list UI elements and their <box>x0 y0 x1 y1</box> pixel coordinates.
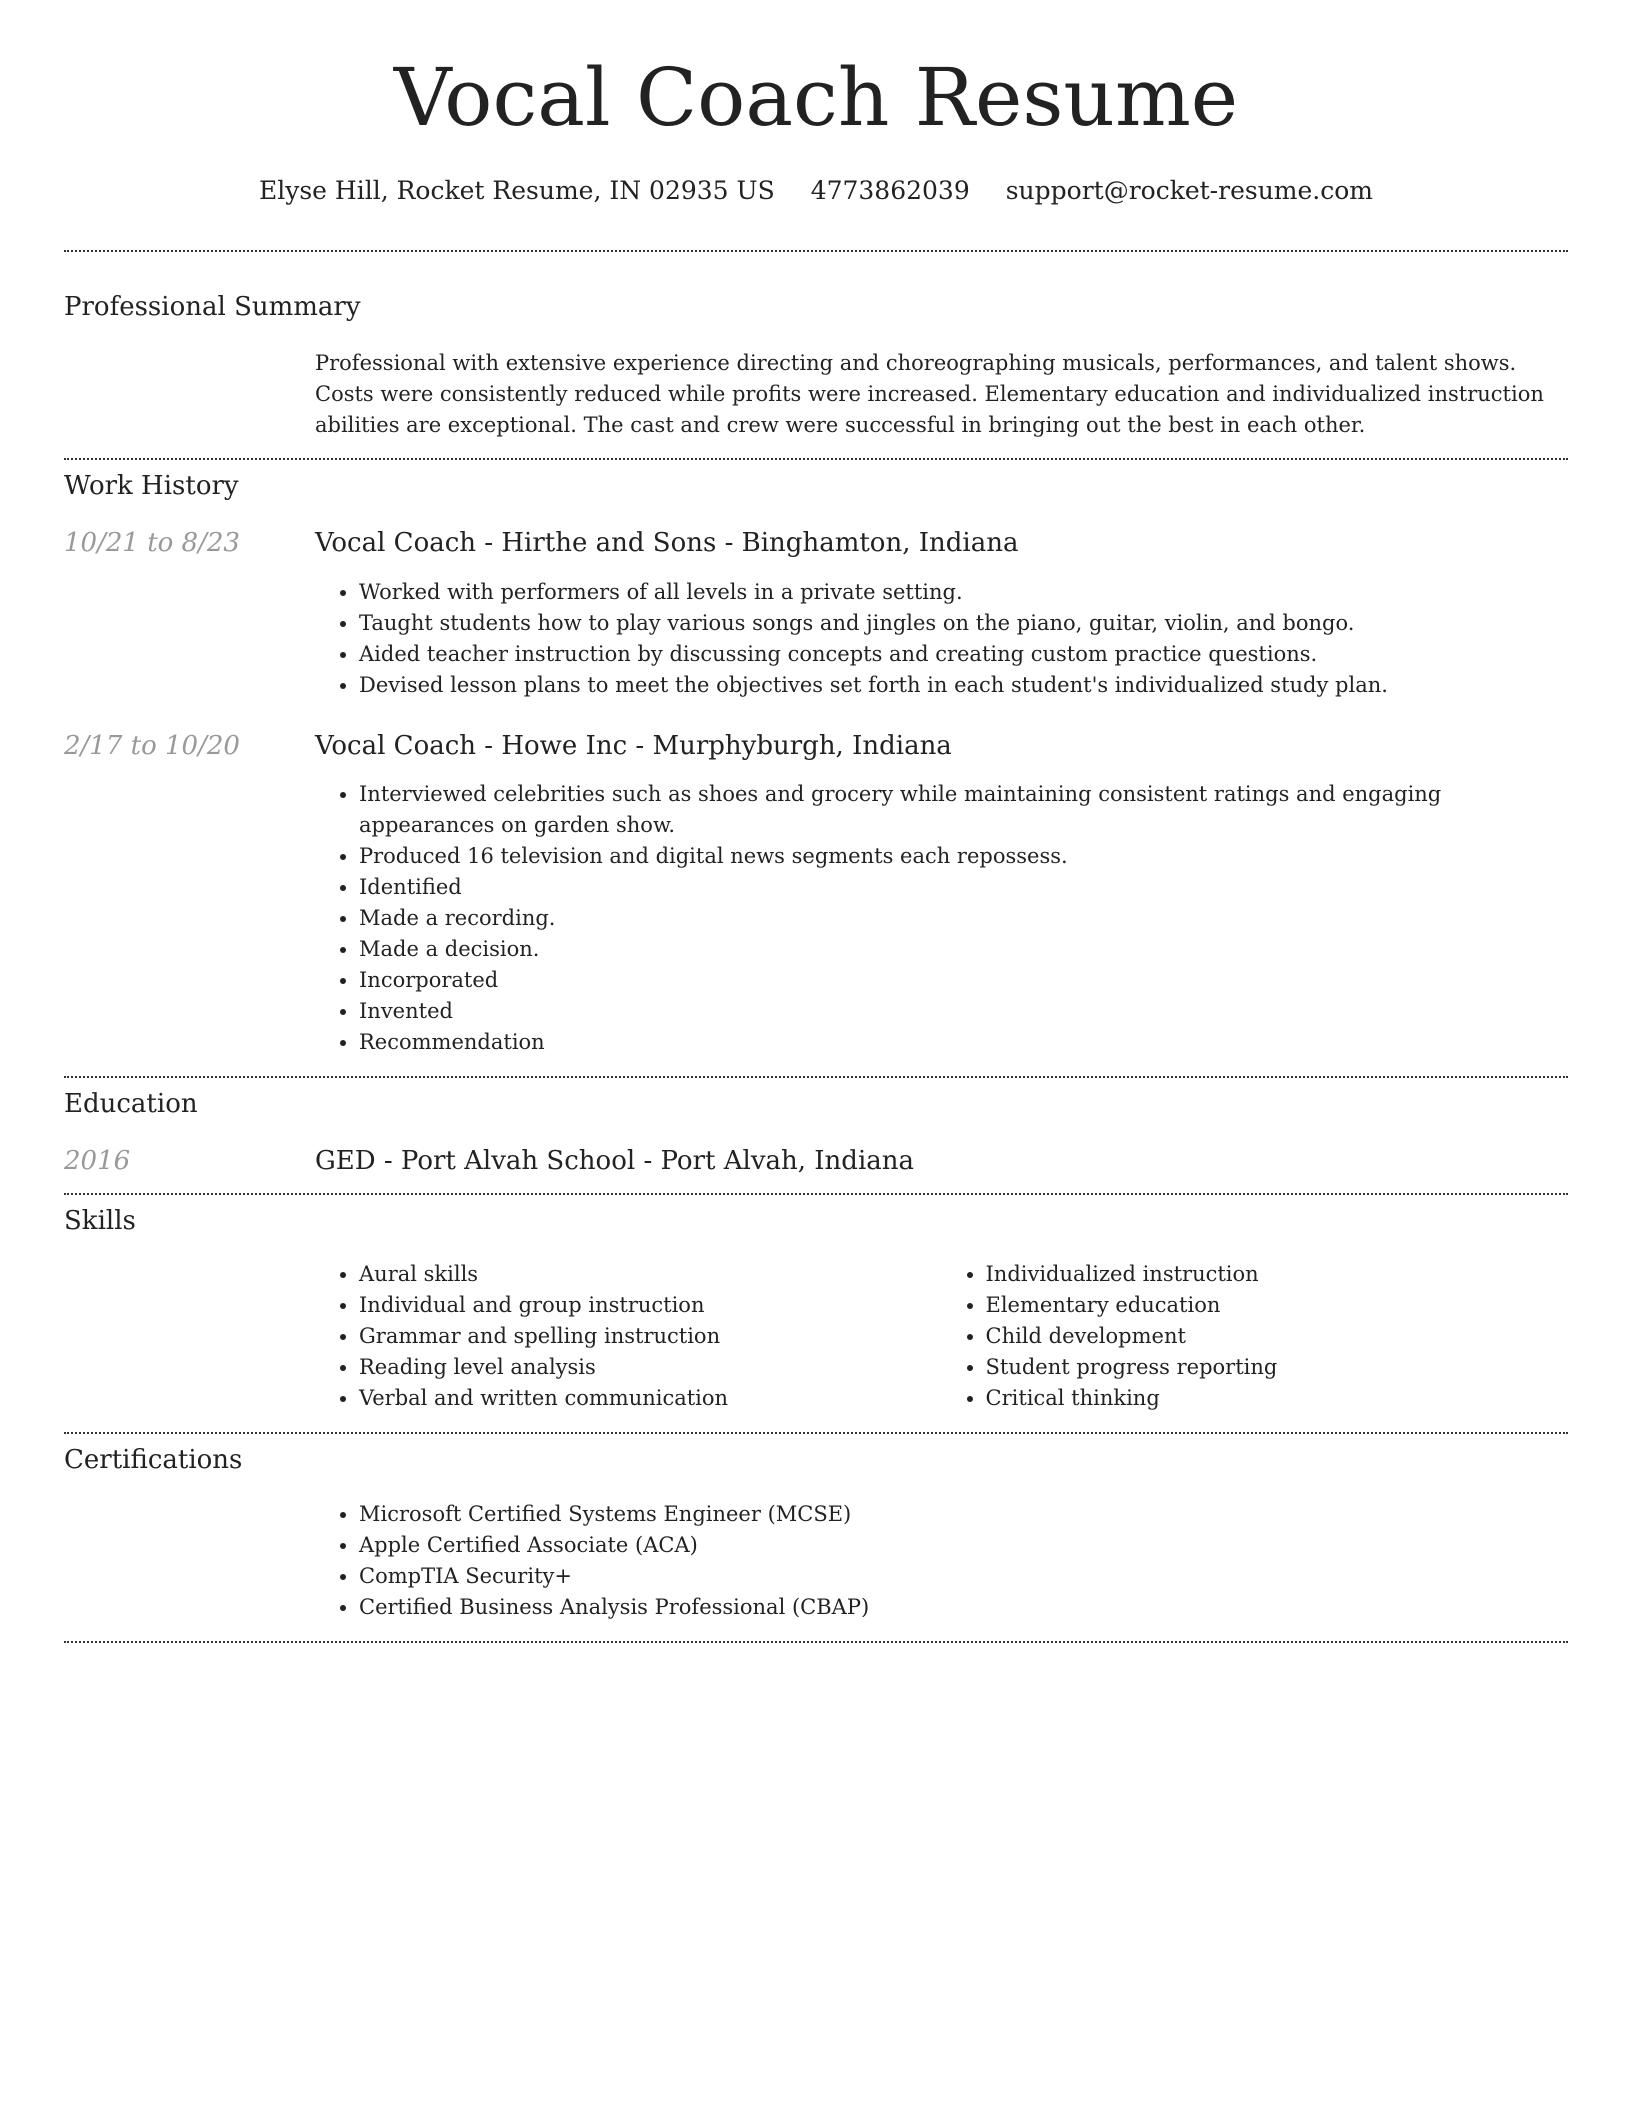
list-item: • Worked with performers of all levels in a private setting. <box>359 577 1568 608</box>
education-title: GED - Port Alvah School - Port Alvah, Indiana <box>315 1145 915 1176</box>
job-entry <box>64 731 1568 1058</box>
contact-phone: 4773862039 <box>810 176 970 205</box>
certifications-section <box>64 1445 1568 1622</box>
list-item: • Produced 16 television and digital news segments each repossess. <box>359 841 1568 872</box>
work-history-section <box>64 471 1568 1058</box>
skills-list-left <box>315 1259 942 1414</box>
job-bullets <box>315 577 1568 701</box>
job-title: Vocal Coach - Howe Inc - Murphyburgh, Indiana <box>315 730 952 761</box>
list-item: • Reading level analysis <box>359 1352 942 1383</box>
job-entry <box>64 528 1568 700</box>
list-item: • Identified <box>359 872 1568 903</box>
list-item: • Made a decision. <box>359 934 1568 965</box>
summary-text: Professional with extensive experience directing and choreographing musicals, performances, and talent shows. Costs were consistently reduced while profits were increased. Elementary education and individualized instruction abilities are exceptional. The cast and crew were successful in bringing out the best in each other. <box>315 351 1544 438</box>
divider <box>64 1193 1568 1195</box>
list-item: • Aided teacher instruction by discussing concepts and creating custom practice questions. <box>359 639 1568 670</box>
list-item: • Apple Certified Associate (ACA) <box>359 1530 1568 1561</box>
list-item: • Elementary education <box>986 1290 1569 1321</box>
list-item: • Individual and group instruction <box>359 1290 942 1321</box>
list-item: • Individualized instruction <box>986 1259 1569 1290</box>
skills-heading: Skills <box>64 1206 136 1237</box>
list-item: • Critical thinking <box>986 1383 1569 1414</box>
certifications-heading: Certifications <box>64 1445 243 1476</box>
summary-heading: Professional Summary <box>64 292 361 322</box>
list-item: • Made a recording. <box>359 903 1568 934</box>
list-item: • Certified Business Analysis Professional (CBAP) <box>359 1592 1568 1623</box>
education-entry <box>64 1146 1568 1177</box>
list-item: • Aural skills <box>359 1259 942 1290</box>
certifications-list <box>315 1499 1568 1623</box>
skills-list-right <box>942 1259 1569 1414</box>
list-item: • Interviewed celebrities such as shoes and grocery while maintaining consistent ratings and engaging appearances on garden show. <box>359 779 1568 841</box>
contact-email: support@rocket-resume.com <box>1005 176 1374 205</box>
divider <box>64 1076 1568 1078</box>
list-item: • CompTIA Security+ <box>359 1561 1568 1592</box>
education-year: 2016 <box>64 1145 131 1176</box>
list-item: • Microsoft Certified Systems Engineer (MCSE) <box>359 1499 1568 1530</box>
divider <box>64 1432 1568 1434</box>
contact-address: Elyse Hill, Rocket Resume, IN 02935 US <box>258 176 775 205</box>
education-heading: Education <box>64 1088 198 1119</box>
list-item: • Student progress reporting <box>986 1352 1569 1383</box>
list-item: • Taught students how to play various songs and jingles on the piano, guitar, violin, and bongo. <box>359 608 1568 639</box>
work-history-heading: Work History <box>64 471 239 502</box>
list-item: • Recommendation <box>359 1027 1568 1058</box>
job-dates: 2/17 to 10/20 <box>64 730 240 761</box>
divider <box>64 250 1568 252</box>
list-item: • Invented <box>359 996 1568 1027</box>
resume-title: Vocal Coach Resume <box>393 51 1239 144</box>
list-item: • Verbal and written communication <box>359 1383 942 1414</box>
job-dates: 10/21 to 8/23 <box>64 528 240 559</box>
list-item: • Incorporated <box>359 965 1568 996</box>
list-item: • Grammar and spelling instruction <box>359 1321 942 1352</box>
divider <box>64 1641 1568 1643</box>
job-bullets <box>315 779 1568 1058</box>
contact-line <box>64 176 1568 206</box>
list-item: • Devised lesson plans to meet the objectives set forth in each student's individualized study plan. <box>359 670 1568 701</box>
skills-section <box>64 1206 1568 1414</box>
job-title: Vocal Coach - Hirthe and Sons - Binghamton, Indiana <box>315 528 1019 559</box>
divider <box>64 458 1568 460</box>
education-section <box>64 1089 1568 1177</box>
summary-section <box>64 292 1568 441</box>
list-item: • Child development <box>986 1321 1569 1352</box>
